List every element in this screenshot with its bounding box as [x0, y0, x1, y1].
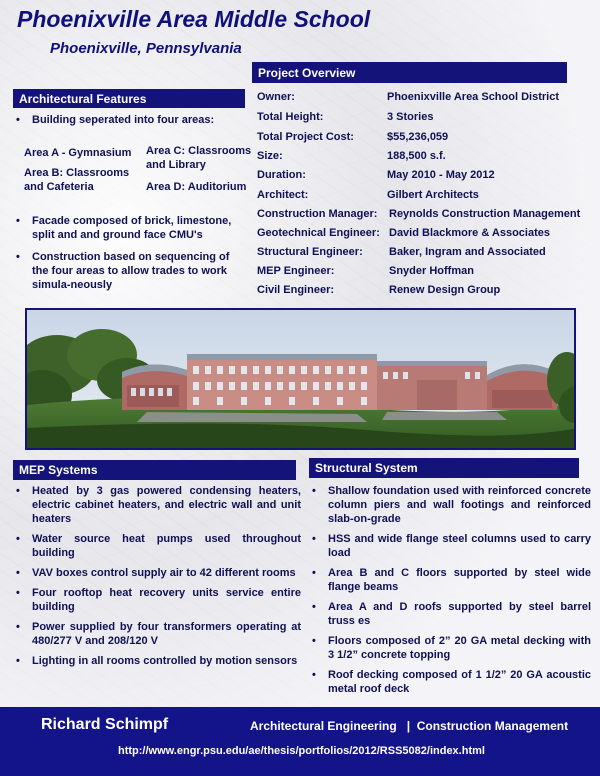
- structural-system-list: [309, 484, 591, 696]
- overview-label: Construction Manager:: [257, 208, 378, 220]
- overview-label: Owner:: [257, 91, 295, 103]
- overview-value: Gilbert Architects: [387, 189, 479, 201]
- list-item-text: Construction based on sequencing of the four areas to allow trades to work simula-neously: [32, 251, 230, 291]
- list-item-text: Lighting in all rooms controlled by motion sensors: [32, 655, 298, 667]
- bullet-icon: •: [16, 533, 20, 545]
- portfolio-url[interactable]: http://www.engr.psu.edu/ae/thesis/portfolios/2012/RSS5082/index.html: [118, 745, 485, 757]
- overview-value: 188,500 s.f.: [387, 150, 446, 162]
- bullet-icon: •: [16, 251, 20, 263]
- list-item-text: Area B and C floors supported by steel wide flange beams: [328, 567, 591, 593]
- area-c-label: Area C: Classrooms and Library: [146, 145, 252, 171]
- project-overview-heading: [252, 62, 567, 83]
- overview-label: Civil Engineer:: [257, 284, 335, 296]
- mep-systems-heading: [13, 460, 296, 480]
- bullet-icon: •: [16, 655, 20, 667]
- list-item: [13, 484, 301, 526]
- bullet-icon: •: [312, 669, 316, 681]
- overview-label: Structural Engineer:: [257, 246, 363, 258]
- list-item: [13, 586, 301, 614]
- building-rendering: [25, 308, 576, 450]
- list-item: [309, 668, 591, 696]
- structural-system-heading: [309, 458, 579, 478]
- list-item: [13, 214, 245, 242]
- architectural-features-list: [13, 113, 248, 127]
- list-item: [13, 620, 301, 648]
- list-item: [13, 654, 301, 668]
- department-label: Architectural Engineering | Construction Management: [250, 719, 569, 733]
- list-item-text: Four rooftop heat recovery units service entire building: [32, 587, 301, 613]
- list-item-text: Roof decking composed of 1 1/2” 20 GA acoustic metal roof deck: [328, 669, 591, 695]
- overview-value: Phoenixville Area School District: [387, 91, 559, 103]
- project-overview-heading-text: Project Overview: [258, 65, 356, 80]
- list-item-text: Area A and D roofs supported by steel barrel truss es: [328, 601, 591, 627]
- architectural-features-heading-text: Architectural Features: [19, 91, 147, 106]
- footer-bar: [0, 707, 600, 776]
- bullet-icon: •: [312, 567, 316, 579]
- list-item-text: Building seperated into four areas:: [32, 114, 215, 126]
- overview-label: Total Height:: [257, 111, 324, 123]
- list-item: [309, 532, 591, 560]
- bullet-icon: •: [16, 587, 20, 599]
- list-item: [309, 484, 591, 526]
- overview-label: Duration:: [257, 169, 306, 181]
- overview-label: Geotechnical Engineer:: [257, 227, 380, 239]
- overview-label: MEP Engineer:: [257, 265, 335, 277]
- list-item-text: Floors composed of 2” 20 GA metal decking with 3 1/2” concrete topping: [328, 635, 591, 661]
- overview-label: Architect:: [257, 189, 309, 201]
- overview-value: Baker, Ingram and Associated: [389, 246, 546, 258]
- mep-systems-heading-text: MEP Systems: [19, 463, 98, 477]
- bullet-icon: •: [16, 621, 20, 633]
- list-item: [13, 113, 248, 127]
- list-item-text: Water source heat pumps used throughout building: [32, 533, 301, 559]
- list-item: [309, 634, 591, 662]
- area-b-label: Area B: Classrooms and Cafeteria: [24, 167, 130, 193]
- bullet-icon: •: [16, 114, 20, 126]
- list-item-text: Facade composed of brick, limestone, split and and ground face CMU's: [32, 215, 232, 241]
- bullet-icon: •: [16, 215, 20, 227]
- list-item-text: Heated by 3 gas powered condensing heaters, electric cabinet heaters, and electric wall and unit heaters: [32, 485, 301, 525]
- bullet-icon: •: [312, 533, 316, 545]
- overview-value: Snyder Hoffman: [389, 265, 474, 277]
- list-item-text: VAV boxes control supply air to 42 different rooms: [32, 567, 296, 579]
- mep-systems-list: [13, 484, 301, 668]
- overview-value: Reynolds Construction Management: [389, 208, 581, 220]
- bullet-icon: •: [312, 635, 316, 647]
- list-item-text: HSS and wide flange steel columns used to carry load: [328, 533, 591, 559]
- list-item: [309, 566, 591, 594]
- list-item-text: Power supplied by four transformers operating at 480/277 V and 208/120 V: [32, 621, 301, 647]
- list-item: [309, 600, 591, 628]
- overview-value: David Blackmore & Associates: [389, 227, 550, 239]
- list-item: [13, 532, 301, 560]
- area-d-label: Area D: Auditorium: [146, 181, 247, 193]
- list-item: [13, 566, 301, 580]
- area-a-label: Area A - Gymnasium: [24, 147, 132, 159]
- structural-system-heading-text: Structural System: [315, 461, 418, 475]
- author-name: Richard Schimpf: [41, 716, 169, 733]
- overview-value: Renew Design Group: [389, 284, 501, 296]
- overview-value: May 2010 - May 2012: [387, 169, 495, 181]
- bullet-icon: •: [312, 601, 316, 613]
- bullet-icon: •: [16, 485, 20, 497]
- overview-label: Total Project Cost:: [257, 131, 354, 143]
- architectural-features-heading: [13, 89, 245, 108]
- overview-value: 3 Stories: [387, 111, 434, 123]
- page-title: Phoenixville Area Middle School: [17, 6, 371, 32]
- bullet-icon: •: [16, 567, 20, 579]
- bullet-icon: •: [312, 485, 316, 497]
- list-item-text: Shallow foundation used with reinforced concrete column piers and wall footings and reinforced slab-on-grade: [328, 485, 591, 525]
- building-rendering-art: [27, 310, 576, 450]
- page-subtitle: Phoenixville, Pennsylvania: [50, 40, 242, 57]
- overview-label: Size:: [257, 150, 283, 162]
- architectural-features-list-2: [13, 214, 245, 292]
- overview-value: $55,236,059: [387, 131, 449, 143]
- list-item: [13, 250, 245, 292]
